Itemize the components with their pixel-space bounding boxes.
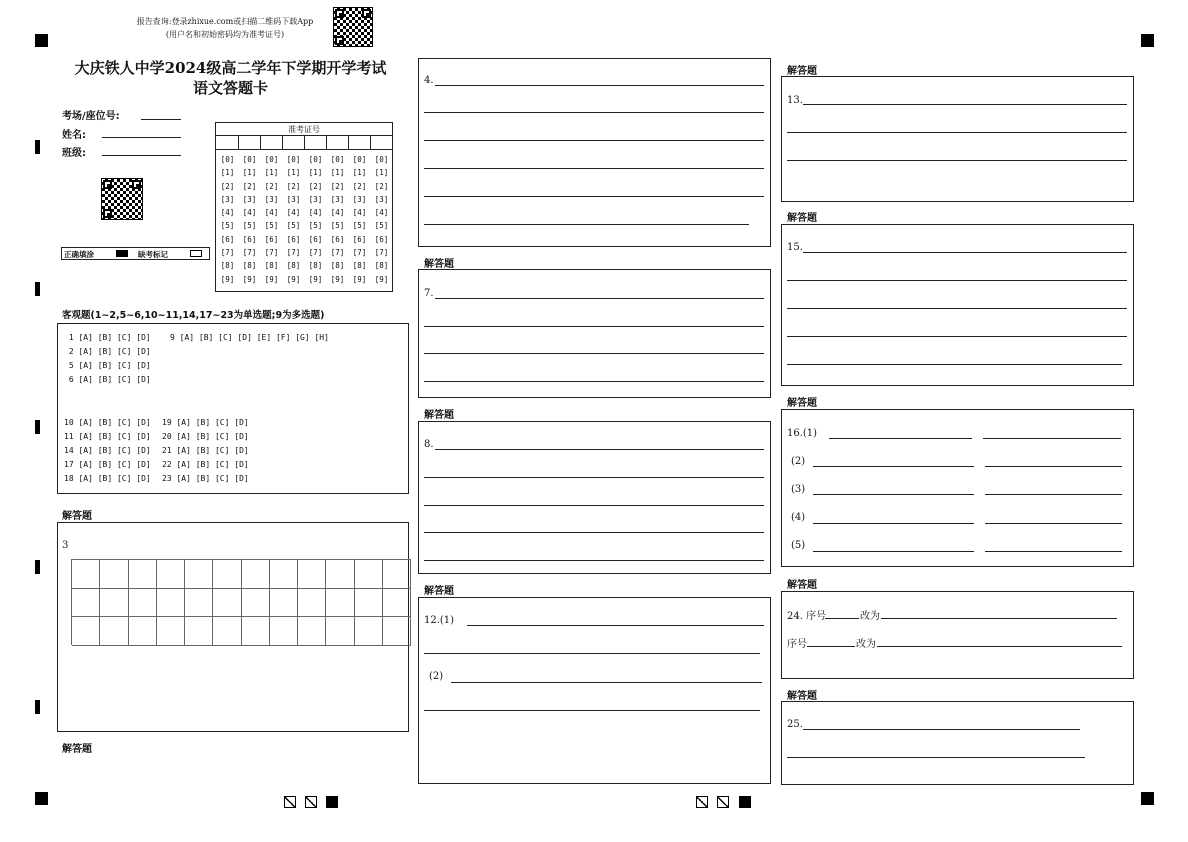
admission-digit-bubble[interactable]: [9] — [352, 274, 367, 284]
q16-part5-number: (5) — [791, 540, 806, 551]
report-password-note: (用户名和初始密码均为准考证号) — [165, 30, 285, 39]
admission-digit-bubble[interactable]: [0] — [308, 155, 323, 164]
q4-box — [418, 58, 771, 247]
admission-digit-bubble[interactable]: [1] — [330, 168, 345, 178]
section-label-answer: 解答题 — [787, 580, 817, 591]
admission-digit-bubble[interactable]: [1] — [286, 168, 301, 178]
admission-digit-bubble[interactable]: [2] — [374, 181, 389, 191]
page-subtitle: 语文答题卡 — [192, 79, 268, 97]
name-label: 姓名: — [62, 130, 86, 141]
q16-part3-number: (3) — [791, 484, 806, 495]
q3-grid-cell[interactable] — [242, 589, 270, 618]
section-label-answer: 解答题 — [787, 398, 817, 409]
absent-mark-label: 缺考标记 — [138, 250, 168, 259]
admission-digit-bubble[interactable]: [2] — [220, 181, 235, 191]
admission-digit-bubble[interactable]: [7] — [352, 248, 367, 258]
admission-column-divider — [348, 135, 349, 149]
admission-digit-bubble[interactable]: [4] — [352, 208, 367, 218]
admission-digit-bubble[interactable]: [5] — [330, 221, 345, 231]
report-query-text: 报告查询:登录zhixue.com或扫描二维码下载App — [136, 17, 314, 26]
q3-grid-cell[interactable] — [129, 589, 157, 618]
class-label: 班级: — [62, 148, 86, 159]
q25-number: 25. — [787, 719, 803, 730]
corner-mark-bottom-left — [35, 792, 48, 805]
report-qr-code — [333, 7, 373, 47]
name-field[interactable] — [102, 137, 181, 138]
q15-answer-line[interactable] — [787, 336, 1127, 337]
q3-grid-cell[interactable] — [383, 560, 411, 589]
q16-answer-line[interactable] — [829, 438, 972, 439]
class-field[interactable] — [102, 155, 181, 156]
corner-mark-top-left — [35, 34, 48, 47]
timing-mark — [35, 140, 40, 154]
q16-answer-line[interactable] — [813, 494, 974, 495]
admission-digit-column — [261, 153, 282, 286]
admission-digit-bubble[interactable]: [5] — [374, 221, 389, 231]
admission-digit-bubble[interactable]: [5] — [286, 221, 301, 231]
admission-column-divider — [238, 135, 239, 149]
admission-digit-bubble[interactable]: [2] — [352, 181, 367, 191]
q15-answer-line[interactable] — [803, 252, 1127, 253]
q3-grid-cell[interactable] — [185, 560, 213, 589]
exam-room-label: 考场/座位号: — [62, 111, 120, 122]
absent-mark-checkbox[interactable] — [190, 250, 202, 257]
admission-digit-bubble[interactable]: [3] — [220, 194, 235, 204]
q15-answer-line[interactable] — [787, 280, 1127, 281]
admission-digit-bubble[interactable]: [4] — [308, 208, 323, 218]
q3-grid-cell[interactable] — [326, 560, 354, 589]
admission-digit-bubble[interactable]: [2] — [308, 181, 323, 191]
admission-digit-bubble[interactable]: [6] — [242, 234, 257, 244]
q16-part4-number: (4) — [791, 512, 806, 523]
q16-answer-line[interactable] — [813, 551, 974, 552]
admission-column-divider — [370, 135, 371, 149]
objective-answer-row[interactable]: 6 [A] [B] [C] [D] — [64, 375, 151, 384]
admission-digit-bubble[interactable]: [9] — [308, 274, 323, 284]
admission-number-box — [215, 122, 393, 292]
q8-answer-line[interactable] — [424, 505, 764, 506]
q3-grid-cell[interactable] — [355, 617, 383, 646]
q3-grid-cell[interactable] — [213, 560, 241, 589]
objective-answer-row[interactable]: 18 [A] [B] [C] [D] — [64, 474, 151, 483]
section-label-answer: 解答题 — [787, 66, 817, 77]
admission-digit-bubble[interactable]: [5] — [264, 221, 279, 231]
q3-grid-cell[interactable] — [129, 560, 157, 589]
q13-answer-line[interactable] — [787, 132, 1127, 133]
admission-digit-column — [239, 153, 260, 286]
q15-number: 15. — [787, 242, 803, 253]
page-marker-hatched — [305, 796, 317, 808]
admission-digit-bubble[interactable]: [3] — [374, 194, 389, 204]
student-qr-code — [101, 178, 143, 220]
q3-grid-cell[interactable] — [185, 589, 213, 618]
section-label-answer: 解答题 — [787, 691, 817, 702]
q3-grid-cell[interactable] — [326, 589, 354, 618]
q3-grid-cell[interactable] — [72, 617, 100, 646]
admission-digit-bubble[interactable]: [7] — [264, 248, 279, 258]
objective-answer-row[interactable]: 2 [A] [B] [C] [D] — [64, 347, 151, 356]
objective-answer-row[interactable]: 14 [A] [B] [C] [D] — [64, 446, 151, 455]
admission-digit-bubble[interactable]: [8] — [352, 261, 367, 271]
admission-column-divider — [282, 135, 283, 149]
admission-digit-bubble[interactable]: [3] — [286, 194, 301, 204]
admission-digit-bubble[interactable]: [5] — [220, 221, 235, 231]
corner-mark-top-right — [1141, 34, 1154, 47]
admission-digit-bubble[interactable]: [6] — [352, 234, 367, 244]
admission-digit-column — [283, 153, 304, 286]
admission-digit-bubble[interactable]: [7] — [330, 248, 345, 258]
admission-digit-column — [217, 153, 238, 286]
admission-digit-bubble[interactable]: [6] — [286, 234, 301, 244]
q3-grid-cell[interactable] — [355, 560, 383, 589]
admission-title: 准考证号 — [288, 125, 320, 134]
q24-box — [781, 591, 1134, 679]
q16-answer-line[interactable] — [813, 466, 974, 467]
q3-grid-cell[interactable] — [298, 617, 326, 646]
q3-grid-cell[interactable] — [157, 589, 185, 618]
q3-grid-cell[interactable] — [100, 617, 128, 646]
timing-mark — [35, 420, 40, 434]
admission-digit-bubble[interactable]: [8] — [330, 261, 345, 271]
q8-answer-line[interactable] — [435, 449, 764, 450]
q12-part2-number: (2) — [429, 671, 444, 682]
admission-digit-bubble[interactable]: [3] — [242, 194, 257, 204]
admission-digit-bubble[interactable]: [5] — [352, 221, 367, 231]
admission-digit-bubble[interactable]: [4] — [286, 208, 301, 218]
admission-digit-bubble[interactable]: [0] — [264, 155, 279, 164]
q24-change-field[interactable] — [877, 646, 1122, 647]
admission-digit-bubble[interactable]: [7] — [286, 248, 301, 258]
admission-digit-bubble[interactable]: [7] — [308, 248, 323, 258]
q25-answer-line[interactable] — [803, 729, 1080, 730]
objective-answer-row[interactable]: 5 [A] [B] [C] [D] — [64, 361, 151, 370]
admission-digit-bubble[interactable]: [1] — [220, 168, 235, 178]
q16-part1-number: 16.(1) — [787, 428, 818, 439]
admission-digit-column — [349, 153, 370, 286]
q7-box — [418, 269, 771, 398]
admission-digit-bubble[interactable]: [0] — [242, 155, 257, 164]
admission-digit-bubble[interactable]: [6] — [264, 234, 279, 244]
q15-answer-line[interactable] — [787, 308, 1127, 309]
q3-grid-cell[interactable] — [326, 617, 354, 646]
timing-mark — [35, 700, 40, 714]
admission-digit-bubble[interactable]: [7] — [242, 248, 257, 258]
q3-grid-cell[interactable] — [298, 589, 326, 618]
q13-answer-line[interactable] — [803, 104, 1127, 105]
exam-room-field[interactable] — [141, 119, 181, 120]
objective-answer-row[interactable]: 20 [A] [B] [C] [D] — [162, 432, 249, 441]
q7-answer-line[interactable] — [424, 353, 764, 354]
admission-column-divider — [326, 135, 327, 149]
objective-title: 客观题(1~2,5~6,10~11,14,17~23为单选题;9为多选题) — [62, 310, 325, 321]
admission-digit-column — [327, 153, 348, 286]
admission-digit-bubble[interactable]: [0] — [220, 155, 235, 164]
admission-digit-bubble[interactable]: [9] — [242, 274, 257, 284]
section-label-answer: 解答题 — [424, 410, 454, 421]
admission-digit-bubble[interactable]: [4] — [242, 208, 257, 218]
admission-digit-bubble[interactable]: [3] — [264, 194, 279, 204]
q7-answer-line[interactable] — [424, 326, 764, 327]
q3-grid-cell[interactable] — [129, 617, 157, 646]
admission-digit-bubble[interactable]: [9] — [330, 274, 345, 284]
q4-answer-line[interactable] — [435, 85, 764, 86]
q7-number: 7. — [424, 288, 434, 299]
admission-digit-bubble[interactable]: [5] — [242, 221, 257, 231]
q24-seq-label-1: 24. 序号 — [787, 611, 827, 622]
q3-grid-cell[interactable] — [100, 560, 128, 589]
q3-grid-cell[interactable] — [213, 617, 241, 646]
q3-grid-cell[interactable] — [298, 560, 326, 589]
q8-number: 8. — [424, 439, 434, 450]
admission-digit-bubble[interactable]: [2] — [286, 181, 301, 191]
admission-digit-bubble[interactable]: [3] — [330, 194, 345, 204]
admission-digit-bubble[interactable]: [4] — [374, 208, 389, 218]
q7-answer-line[interactable] — [435, 298, 764, 299]
timing-mark — [35, 282, 40, 296]
admission-digit-bubble[interactable]: [0] — [286, 155, 301, 164]
q4-answer-line[interactable] — [424, 224, 749, 225]
section-label-answer: 解答题 — [62, 511, 92, 522]
admission-digit-bubble[interactable]: [4] — [330, 208, 345, 218]
admission-digit-bubble[interactable]: [2] — [242, 181, 257, 191]
q16-answer-line[interactable] — [985, 466, 1122, 467]
q24-seq-field[interactable] — [825, 618, 859, 619]
q15-answer-line[interactable] — [787, 364, 1122, 365]
admission-column-divider — [260, 135, 261, 149]
admission-digit-bubble[interactable]: [7] — [374, 248, 389, 258]
q3-grid-cell[interactable] — [100, 589, 128, 618]
q16-answer-line[interactable] — [985, 494, 1122, 495]
admission-digit-column — [305, 153, 326, 286]
admission-digit-bubble[interactable]: [4] — [264, 208, 279, 218]
q12-part2-answer-line[interactable] — [424, 710, 760, 711]
q3-grid-cell[interactable] — [270, 617, 298, 646]
admission-digit-bubble[interactable]: [1] — [242, 168, 257, 178]
q3-grid-cell[interactable] — [72, 560, 100, 589]
admission-digit-column — [371, 153, 392, 286]
q4-number: 4. — [424, 75, 434, 86]
section-label-answer: 解答题 — [62, 744, 92, 755]
section-label-answer: 解答题 — [787, 213, 817, 224]
admission-digit-bubble[interactable]: [1] — [352, 168, 367, 178]
q15-box — [781, 224, 1134, 386]
q16-answer-line[interactable] — [813, 523, 974, 524]
q24-seq-label-2: 序号 — [787, 639, 807, 650]
admission-digit-bubble[interactable]: [1] — [308, 168, 323, 178]
admission-digit-bubble[interactable]: [3] — [352, 194, 367, 204]
objective-answer-row[interactable]: 11 [A] [B] [C] [D] — [64, 432, 151, 441]
admission-digit-bubble[interactable]: [7] — [220, 248, 235, 258]
admission-digit-bubble[interactable]: [0] — [330, 155, 345, 164]
q12-part1-number: 12.(1) — [424, 615, 455, 626]
admission-column-divider — [304, 135, 305, 149]
objective-answer-row[interactable]: 19 [A] [B] [C] [D] — [162, 418, 249, 427]
fill-legend — [61, 247, 210, 260]
q12-part1-answer-line[interactable] — [467, 625, 764, 626]
admission-digit-bubble[interactable]: [5] — [308, 221, 323, 231]
admission-digit-bubble[interactable]: [1] — [374, 168, 389, 178]
admission-digit-bubble[interactable]: [0] — [352, 155, 367, 164]
admission-digit-bubble[interactable]: [0] — [374, 155, 389, 164]
q3-grid-cell[interactable] — [72, 589, 100, 618]
q4-answer-line[interactable] — [424, 112, 764, 113]
q25-box — [781, 701, 1134, 785]
objective-answer-row[interactable]: 21 [A] [B] [C] [D] — [162, 446, 249, 455]
page-marker-hatched — [717, 796, 729, 808]
q3-grid-cell[interactable] — [270, 589, 298, 618]
q16-answer-line[interactable] — [985, 523, 1122, 524]
admission-digit-bubble[interactable]: [1] — [264, 168, 279, 178]
q24-seq-field[interactable] — [807, 646, 855, 647]
q24-change-field[interactable] — [881, 618, 1117, 619]
page-marker-hatched — [696, 796, 708, 808]
objective-row-9[interactable]: 9 [A] [B] [C] [D] [E] [F] [G] [H] — [170, 333, 329, 342]
admission-digit-bubble[interactable]: [8] — [264, 261, 279, 271]
q24-change-label-2: 改为 — [856, 639, 876, 650]
q3-grid-cell[interactable] — [213, 589, 241, 618]
admission-digit-bubble[interactable]: [9] — [374, 274, 389, 284]
correct-fill-label: 正确填涂 — [64, 250, 94, 259]
section-label-answer: 解答题 — [424, 259, 454, 270]
admission-digit-bubble[interactable]: [6] — [308, 234, 323, 244]
q16-box — [781, 409, 1134, 567]
admission-digit-bubble[interactable]: [9] — [286, 274, 301, 284]
admission-digit-bubble[interactable]: [8] — [374, 261, 389, 271]
q12-part2-answer-line[interactable] — [451, 682, 762, 683]
q16-answer-line[interactable] — [983, 438, 1121, 439]
timing-mark — [35, 560, 40, 574]
q8-answer-line[interactable] — [424, 532, 764, 533]
q13-answer-line[interactable] — [787, 160, 1127, 161]
q3-grid-cell[interactable] — [185, 617, 213, 646]
admission-write-row — [216, 149, 392, 150]
section-label-answer: 解答题 — [424, 586, 454, 597]
admission-digit-bubble[interactable]: [9] — [220, 274, 235, 284]
q8-answer-line[interactable] — [424, 560, 764, 561]
q12-part1-answer-line[interactable] — [424, 653, 760, 654]
q16-answer-line[interactable] — [985, 551, 1122, 552]
q16-part2-number: (2) — [791, 456, 806, 467]
admission-digit-bubble[interactable]: [9] — [264, 274, 279, 284]
q4-answer-line[interactable] — [424, 140, 764, 141]
admission-digit-bubble[interactable]: [6] — [330, 234, 345, 244]
admission-digit-bubble[interactable]: [6] — [220, 234, 235, 244]
page-marker-solid — [326, 796, 338, 808]
admission-digit-bubble[interactable]: [2] — [264, 181, 279, 191]
admission-digit-bubble[interactable]: [3] — [308, 194, 323, 204]
q3-grid-cell[interactable] — [383, 617, 411, 646]
admission-digit-bubble[interactable]: [8] — [286, 261, 301, 271]
page-marker-solid — [739, 796, 751, 808]
q3-grid-cell[interactable] — [242, 617, 270, 646]
corner-mark-bottom-right — [1141, 792, 1154, 805]
q3-grid-cell[interactable] — [157, 560, 185, 589]
admission-digit-bubble[interactable]: [4] — [220, 208, 235, 218]
q3-grid-cell[interactable] — [157, 617, 185, 646]
q3-writing-grid[interactable] — [71, 559, 411, 645]
q13-box — [781, 76, 1134, 202]
q4-answer-line[interactable] — [424, 196, 764, 197]
admission-digit-bubble[interactable]: [6] — [374, 234, 389, 244]
page-title: 大庆铁人中学2024级高二学年下学期开学考试 — [74, 59, 387, 77]
admission-digit-bubble[interactable]: [8] — [308, 261, 323, 271]
q8-answer-line[interactable] — [424, 477, 764, 478]
q3-grid-cell[interactable] — [242, 560, 270, 589]
objective-answer-row[interactable]: 23 [A] [B] [C] [D] — [162, 474, 249, 483]
admission-digit-bubble[interactable]: [8] — [220, 261, 235, 271]
objective-answer-row[interactable]: 17 [A] [B] [C] [D] — [64, 460, 151, 469]
q25-answer-line[interactable] — [787, 757, 1085, 758]
objective-answer-row[interactable]: 22 [A] [B] [C] [D] — [162, 460, 249, 469]
page-marker-hatched — [284, 796, 296, 808]
objective-answer-row[interactable]: 10 [A] [B] [C] [D] — [64, 418, 151, 427]
q3-grid-cell[interactable] — [270, 560, 298, 589]
admission-digit-bubble[interactable]: [8] — [242, 261, 257, 271]
q13-number: 13. — [787, 95, 803, 106]
q4-answer-line[interactable] — [424, 168, 764, 169]
objective-answer-row[interactable]: 1 [A] [B] [C] [D] — [64, 333, 151, 342]
q3-grid-cell[interactable] — [383, 589, 411, 618]
admission-digit-bubble[interactable]: [2] — [330, 181, 345, 191]
q8-box — [418, 421, 771, 574]
correct-fill-sample — [116, 250, 128, 257]
q3-grid-cell[interactable] — [355, 589, 383, 618]
q7-answer-line[interactable] — [424, 381, 764, 382]
q3-number: 3 — [62, 540, 69, 551]
q24-change-label-1: 改为 — [860, 611, 880, 622]
